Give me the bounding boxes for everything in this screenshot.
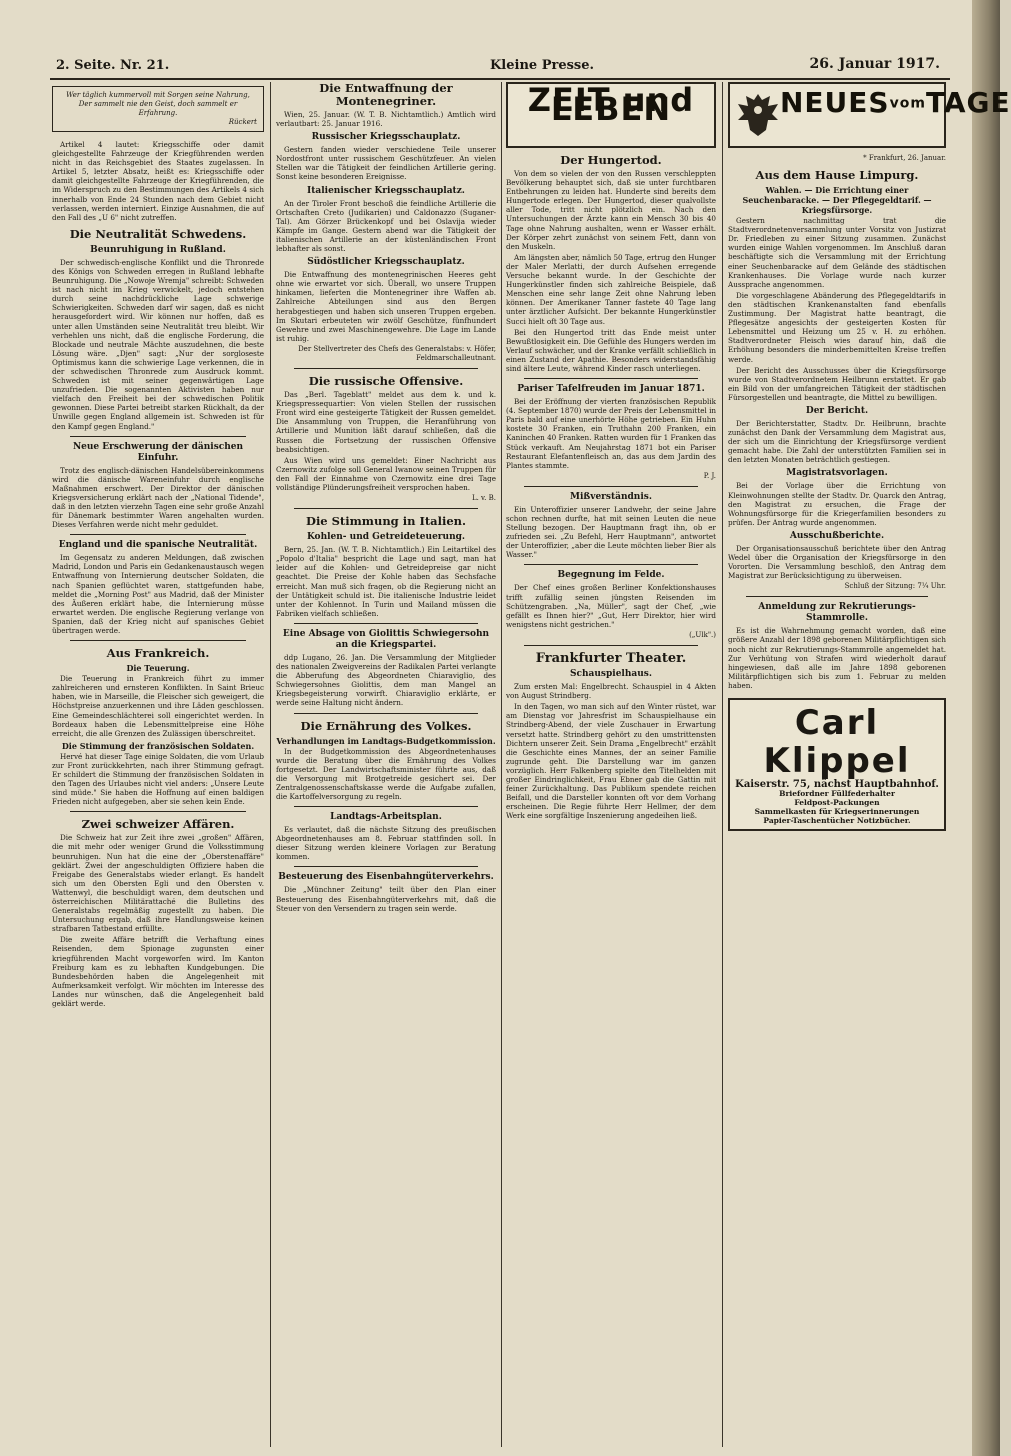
article-text: Bei den Hungertod tritt das Ende meist unter Bewußtlosigkeit ein. Die Gefühle des Hungers werden im Verlauf schwächer, und der Kranke verfällt schließlich in einen Zustand der Apathie. Besonders widerstandsfähig sind ältere Leute, während Kinder rasch unterliegen. [506,327,716,373]
masthead-word: vom [889,95,926,112]
article-text: Zum ersten Mal: Engelbrecht. Schauspiel in 4 Akten von August Strindberg. [506,682,716,701]
motto-author: Rückert [228,118,257,126]
headline: Die Stimmung in Italien. [305,514,467,529]
article-text: Ein Unteroffizier unserer Landwehr, der seine Jahre schon rechnen durfte, hat mit seinen Leuten die neue Stellung bezogen. Der Hauptmann fragt ihn, ob er zufrieden sei. „Zu Befehl, Herr Hauptmann", antwortet der Unteroffizier, „aber die Leute möchten lieber Bier als Wasser." [506,504,716,560]
article-text: Es verlautet, daß die nächste Sitzung des preußischen Abgeordnetenhauses am 8. Februar stattfinden soll. In dieser Sitzung werden kleinere Vorlagen zur Beratung kommen. [276,825,496,862]
article-text: Schluß der Sitzung: 7¼ Uhr. [844,582,946,591]
headline: Anmeldung zur Rekrutierungs-Stammrolle. [758,602,916,624]
article-text: An der Tiroler Front beschoß die feindliche Artillerie die Ortschaften Creto (Judikarien) und Caldonazzo (Suganer-Tal). Am Görzer Brückenkopf und bei Oslavija wieder Kämpfe im Gange. Gestern abend war die Tätigkeit der italienischen Artillerie an der küstenländischen Front lebhafter als sonst. [276,198,496,254]
article-text: Der Organisationsausschuß berichtete über den Antrag Wedel über die Organisation der Kriegsfürsorge in den Vororten. Die Versammlung beschloß, den Antrag dem Magistrat zur Berücksichtigung zu überweisen. [728,543,946,581]
divider [70,436,246,437]
divider [294,866,478,867]
article-text: Im Gegensatz zu anderen Meldungen, daß zwischen Madrid, London und Paris ein Gedankenaustausch wegen Entwaffnung von Internierung deutscher Soldaten, die nach Spanien geflüchtet waren, stattgefunden habe, meldet die „Morning Post" aus Madrid, daß der Minister des Äußeren erklärt habe, die Internierung müsse erwartet werden. Die englische Regierung verlange von Spanien, daß der Krieg nicht auf spanisches Gebiet übertragen werde. [52,553,264,636]
headline: Mißverständnis. [570,491,652,502]
headline: Aus dem Hause Limpurg. [755,168,919,183]
advertisement [728,698,946,831]
ad-address: Kaiserstr. 75, nächst Hauptbahnhof. [735,779,939,791]
article-text: In der Budgetkommission des Abgeordnetenhauses wurde die Beratung über die Ernährung des Volkes fortgesetzt. Der Landwirtschaftsminister führte aus, daß die Versorgung mit Brotgetreide gesichert sei. Der Zentralgenossenschaftskasse werde die Aufgabe zufallen, die Kartoffelversorgung zu regeln. [276,746,496,801]
column-3 [506,82,716,1452]
column-2 [276,82,496,1452]
headline: Zwei schweizer Affären. [81,817,235,832]
divider [294,623,478,624]
signature: L. v. B. [471,494,496,503]
subheadline: Magistratsvorlagen. [786,468,888,479]
article-text: Der Berichterstatter, Stadtv. Dr. Heilbrunn, brachte zunächst den Dank der Versammlung dem Magistrat aus, der sich um die Einrichtung der Kriegsfürsorge verdient gemacht habe. Die Zahl der unterstützten Familien sei in den letzten Monaten beträchtlich gestiegen. [728,418,946,465]
headline: Der Hungertod. [560,153,662,167]
ad-line: Feldpost-Packungen [794,798,880,808]
article-text: Die zweite Affäre betrifft die Verhaftung eines Reisenden, dem Spionage zugunsten einer kriegführenden Macht vorgeworfen wird. Im Kanton Freiburg kam es zu lebhaften Kundgebungen. Die Bundesbehörden haben die Angelegenheit mit Aufmerksamkeit verfolgt. Wir möchten im Interesse des Landes nur wünschen, daß die Angelegenheit bald geklärt werde. [52,935,264,1009]
article-text: Artikel 4 lautet: Kriegsschiffe oder damit gleichgestellte Fahrzeuge der Kriegführenden werden nicht in das Reichsgebiet des Staates zugelassen. In Artikel 5, letzter Absatz, heißt es: Kriegsschiffe oder damit gleichgestellte Fahrzeuge der Kriegführenden, die im Widerspruch zu den Bestimmungen des Artikels 4 sich innerhalb von Ende 24 Stunden nach dem Gebiet nicht verlassen, werden interniert. Einzige Ausnahmen, die auf den Fall des „U 6" nicht zutreffen. [52,140,264,222]
article-text: Gestern nachmittag trat die Stadtverordnetenversammlung unter Vorsitz von Justizrat Dr. Friedleben zu einer Sitzung zusammen. Zunächst wurden einige Wahlen vorgenommen. Im Anschluß daran beschäftigte sich die Versammlung mit der Errichtung einer Seuchenbaracke auf dem Gelände des städtischen Krankenhauses. Die Vorlage wurde nach kurzer Aussprache angenommen. [728,216,946,289]
divider [294,508,478,509]
article-text: Trotz des englisch-dänischen Handelsübereinkommens wird die dänische Wareneinfuhr durch englische Maßnahmen erschwert. Der Direktor der dänischen Kriegsversicherung erklärt nach der „National Tidende", daß in den letzten vierzehn Tagen eine sehr große Anzahl für Dänemark bestimmter Waren angehalten wurden. Dieses Verfahren werde nicht mehr geduldet. [52,465,264,530]
signature: Der Stellvertreter des Chefs des Generalstabs: v. Höfer, Feldmarschalleutnant. [298,344,496,362]
column-4 [728,82,1011,1452]
article-text: Das „Berl. Tageblatt" meldet aus dem k. und k. Kriegspressequartier: Von vielen Stellen der russischen Front wird eine gesteigerte Tätigkeit der Russen gemeldet. Die Ansammlung von Truppen, die Heranführung von Artillerie und Munition läßt darauf schließen, daß die Russen die Fortsetzung der russischen Offensive beabsichtigen. [276,390,496,454]
page-spine [972,0,1000,1456]
article-text: Die „Münchner Zeitung" teilt über den Plan einer Besteuerung des Eisenbahngüterverkehrs mit, daß die Steuer von den Versendern zu tragen sein werde. [276,885,496,913]
divider [70,640,246,641]
subheadline: Beunruhigung in Rußland. [90,244,226,255]
masthead-title: ZEIT und LEBEN [527,81,695,129]
headline: Aus Frankreich. [106,646,210,661]
article-text: Gestern fanden wieder verschiedene Teile unserer Nordostfront unter russischem Geschützfeuer. An vielen Stellen war die Tätigkeit der feindlichen Artillerie gering. Sonst keine besonderen Ereignisse. [276,145,496,182]
dateline: * Frankfurt, 26. Januar. [863,154,946,162]
article-text: Es ist die Wahrnehmung gemacht worden, daß eine größere Anzahl der 1898 geborenen Militärpflichtigen sich noch nicht zur Rekrutierungs-Stammrolle angemeldet hat. Zur Verhütung von Strafen wird wiederholt darauf hingewiesen, daß alle im Jahre 1898 geborenen Militärpflichtigen sich bis zum 1. Februar zu melden haben. [728,626,946,690]
ad-company-name: Carl Klippel [763,703,911,782]
article-text: Aus Wien wird uns gemeldet: Einer Nachricht aus Czernowitz zufolge soll General Iwanow seinen Truppen für den Fall der Einnahme von Czernowitz eine drei Tage vollständige Plünderungsfreiheit versprochen haben. [276,455,496,492]
article-text: Bei der Eröffnung der vierten französischen Republik (4. September 1870) wurde der Preis der Lebensmittel in Paris bald auf eine unerhörte Höhe getrieben. Ein Huhn kostete 30 Franken, ein Truthahn 200 Franken, ein Kaninchen 40 Franken. Ratten wurden für 1 Franken das Stück verkauft. Am Neujahrstag 1871 bot ein Pariser Restaurant Elefantenfleisch an, das aus dem Jardin des Plantes stammte. [506,397,716,470]
subheadline: Russischer Kriegsschauplatz. [311,132,461,143]
headline: Pariser Tafelfreuden im Januar 1871. [517,384,705,395]
eagle-emblem-icon [736,90,780,138]
page-header [50,56,950,80]
neues-vom-tage-masthead [728,82,1011,148]
subheadline: Die Teuerung. [126,663,190,674]
article-text: Der Bericht des Ausschusses über die Kriegsfürsorge wurde von Stadtverordnetem Heilbrunn erstattet. Er gab ein Bild von der umfangreichen Tätigkeit der städtischen Fürsorgestellen und beantragte, die Mittel zu bewilligen. [728,365,946,402]
article-text: Die vorgeschlagene Abänderung des Pflegegeldtarifs in den städtischen Krankenanstalten fand ebenfalls Zustimmung. Der Magistrat hatte beantragt, die Pflegesätze angesichts der gesteigerten Kosten für Lebensmittel und Heizung um 25 v. H. zu erhöhen. Stadtverordneter Fleisch wies darauf hin, daß die Erhöhung besonders die minderbemittelten Kreise treffen werde. [728,290,946,364]
headline: Landtags-Arbeitsplan. [330,812,442,823]
article-text: Der Chef eines großen Berliner Konfektionshauses trifft zufällig seinen jüngsten Reisenden im Schützengraben. „Na, Müller", sagt der Chef, „wie gefällt es Ihnen hier?" „Gut, Herr Direktor, hier wird wenigstens nicht gestrichen." [506,583,716,629]
masthead-title [780,86,1011,119]
article-text: Der schwedisch-englische Konflikt und die Thronrede des Königs von Schweden erregen in Rußland lebhafte Beunruhigung. Die „Nowoje Wremja" schreibt: Schweden ist nach nicht im Krieg verwickelt, jedoch entstehen durch seine nachdrückliche Lage schwerige Schwierigkeiten. Schweden darf wir sagen, daß es nicht herausgefordert wird. Wir können nur hoffen, daß es unter allen Umständen seine Neutralität treu bleibt. Wir verhehlen uns nicht, daß die englische Forderung, die Blockade und neutrale Mächte auszudehnen, die beste Lösung wäre. „Djen" sagt: „Nur der sorgloseste Optimismus kann die schwierige Lage verkennen, die in der schwedischen Thronrede zum Ausdruck kommt. Schweden ist mit seiner gegenwärtigen Lage unzufrieden. Die sogenannten Aktivisten haben nur vielfach den Freiheit bei der schwedischen Politik gewonnen. Diese Partei betreibt starken Rückhalt, da der Unwille gegen England allgemein ist. Schweden ist für den Kampf gegen England." [52,257,264,431]
masthead-word: NEUES [780,86,890,119]
article-text: Die Schweiz hat zur Zeit ihre zwei „großen" Affären, die mit mehr oder weniger Grund die Volksstimmung beunruhigen. Nun hat die eine der „Oberstenaffäre" geklärt. Zwei der angeschuldigten Offiziere haben die Freigabe des Generalstabs wieder erlangt. Es handelt sich um den Obersten Egli und den Obersten v. Wattenwyl, die beschuldigt waren, dem deutschen und österreichischen Militärattaché die Bulletins des Generalstabs regelmäßig zugestellt zu haben. Die Untersuchung ergab, daß ihre Handlungsweise keinen strafbaren Tatbestand erfüllte. [52,833,264,934]
ad-line: Briefordner Füllfederhalter [779,789,895,799]
article-text: Bern, 25. Jan. (W. T. B. Nichtamtlich.) Ein Leitartikel des „Popolo d'Italia" bespricht die Lage und sagt, man hat leider auf die Kohlen- und Getreidepreise gar nicht geachtet. Die Preise der Kohle haben das Sechsfache erreicht. Man muß sich fragen, ob die Regierung nicht an der Untätigkeit schuld ist. Die italienische Industrie leidet unter der Kohlennot. In Turin und Mailand müssen die Fabriken vielfach schließen. [276,545,496,618]
masthead-word: TAGE [925,86,1011,119]
divider [524,564,698,565]
column-divider [722,82,723,1447]
subheadline: Schauspielhaus. [570,669,652,680]
headline: Die russische Offensive. [308,374,464,389]
headline: Begegnung im Felde. [557,570,665,581]
subheadline: Der Bericht. [805,405,869,416]
divider [294,368,478,369]
subheadline: Verhandlungen im Landtags-Budgetkommission. [276,735,496,746]
divider [70,811,246,812]
zeit-und-leben-masthead [506,82,716,148]
ad-line: Papier-Taschentücher Notizbücher. [763,816,911,826]
headline: Die Entwaffnung der Montenegriner. [319,81,453,108]
divider [524,486,698,487]
motto-box [52,86,264,132]
page-number: 2. Seite. Nr. 21. [56,58,170,73]
subheadline: Südöstlicher Kriegsschauplatz. [307,257,465,268]
newspaper-title: Kleine Presse. [490,58,595,73]
article-text: Am längsten aber, nämlich 50 Tage, ertrug den Hunger der Maler Merlatti, der durch Aufsehen erregende Versuche bekannt wurde. In der Geschichte der Hungerkünstler finden sich zahlreiche Beispiele, daß Menschen eine sehr lange Zeit ohne Nahrung leben können. Der Amerikaner Tanner fastete 40 Tage lang unter ärztlicher Aufsicht. Der bekannte Hungerkünstler Succi hielt oft 30 Tage aus. [506,252,716,326]
column-divider [270,82,271,1447]
headline: Die Ernährung des Volkes. [300,718,472,733]
headline: Besteuerung des Eisenbahngüterverkehrs. [278,872,494,883]
signature: P. J. [703,471,716,480]
article-text: ddp Lugano, 26. Jan. Die Versammlung der Mitglieder des nationalen Zweigvereins der Radikalen Partei verlangte die Abberufung des Abgeordneten Chiaraviglio, des Schwiegersohnes Giolittis, dem man Mangel an Kriegsbegeisterung vorwirft. Chiaraviglio erklärte, er werde seine Haltung nicht ändern. [276,652,496,708]
subheadline: Italienischer Kriegsschauplatz. [307,185,465,196]
divider [294,806,478,807]
column-divider [501,82,502,1447]
column-1 [52,82,264,1452]
article-text: Hervé hat dieser Tage einige Soldaten, die vom Urlaub zur Front zurückkehrten, nach ihrer Stimmung gefragt. Er schildert die Stimmung der französischen Soldaten in den Tagen des Urlaubes nicht viel anders: „Unsere Leute sind müde." Sie haben die Hoffnung auf einen baldigen Frieden nicht aufgegeben, aber sie sehen kein Ende. [52,751,264,807]
article-text: Die Teuerung in Frankreich führt zu immer zahlreicheren und ernsteren Konflikten. In Saint Brieuc haben, wie in Marseille, die Fleischer sich geweigert, die Höchstpreise anzuerkennen und ihre Läden geschlossen. Eine Gemeindeschlächterei soll eingerichtet werden. In Bordeaux haben die Lebensmittelpreise eine Höhe erreicht, die alle Grenzen des Zulässigen überschreitet. [52,674,264,738]
motto-text: Wer täglich kummervoll mit Sorgen seine Nahrung, Der sammelt nie den Geist, doch sammelt er Erfahrung. [66,91,250,117]
divider [524,378,698,379]
headline: Die Neutralität Schwedens. [69,226,247,241]
signature: („Ulk".) [689,630,716,639]
subheadline: Ausschußberichte. [789,530,885,541]
divider [294,713,478,714]
divider [524,645,698,646]
headline: England und die spanische Neutralität. [58,540,258,551]
article-text: Die Entwaffnung des montenegrinischen Heeres geht ohne wie erwartet vor sich. Überall, wo unsere Truppen hinkamen, lieferten die Montenegriner ihre Waffen ab. Zahlreiche Abteilungen sind aus den Bergen herabgestiegen und haben sich unseren Truppen ergeben. Im Skutari erbeuteten wir zwölf Geschütze, fünfhundert Gewehre und zwei Maschinengewehre. Die Lage im Lande ist ruhig. [276,270,496,343]
article-text: In den Tagen, wo man sich auf den Winter rüstet, war am Dienstag vor Jahresfrist im Schauspielhause ein Strindberg-Abend, der viele Zuschauer in Erwartung versetzt hatte. Strindberg gehört zu den umstrittensten Dichtern unserer Zeit. Sein Drama „Engelbrecht" erzählt die Geschichte eines Mannes, der an seiner Familie zugrunde geht. Die Darstellung war im ganzen vorzüglich. Herr Falkenberg spielte den Titelhelden mit großer Eindringlichkeit, Frau Ebner gab die Gattin mit feiner Zurückhaltung. Das Publikum spendete reichen Beifall, und die Darsteller konnten oft vor dem Vorhang erscheinen. Die Regie führte Herr Hellmer, der dem Werk eine sorgfältige Inszenierung angedeihen ließ. [506,702,716,821]
headline: Frankfurter Theater. [535,651,687,667]
ad-line: Sammelkasten für Kriegserinnerungen [754,807,920,817]
subheadline: Kohlen- und Getreideteuerung. [306,532,466,543]
headline: Eine Absage von Giolittis Schwiegersohn an die Kriegspartei. [282,628,490,650]
article-text: Bei der Vorlage über die Errichtung von Kleinwohnungen stellte der Stadtv. Dr. Quarck den Antrag, den Magistrat zu ersuchen, die Frage der Wohnungsfürsorge für die Kriegerfamilien besonders zu prüfen. Der Antrag wurde angenommen. [728,481,946,527]
issue-date: 26. Januar 1917. [809,56,940,72]
article-text: Von dem so vielen der von den Russen verschleppten Bevölkerung behauptet sich, daß sie unter furchtbaren Entbehrungen zu leiden hat. Hunderte sind bereits dem Hungertode erlegen. Der Hungertod, dieser qualvollste aller Tode, tritt nicht plötzlich ein. Nach den Untersuchungen der Ärzte kann ein Mensch 30 bis 40 Tage ohne Nahrung aushalten, wenn er Wasser erhält. Der Körper zehrt zunächst von seinem Fett, dann von den Muskeln. [506,169,716,251]
divider [746,596,928,597]
headline: Neue Erschwerung der dänischen Einfuhr. [72,441,244,463]
article-text: Wien, 25. Januar. (W. T. B. Nichtamtlich.) Amtlich wird verlautbart: 25. Januar 1916. [276,110,496,129]
divider [70,534,246,535]
subheadline: Die Stimmung der französischen Soldaten. [61,740,255,751]
subheadline: Wahlen. — Die Errichtung einer Seuchenbaracke. — Der Pflegegeldtarif. — Kriegsfürsorge. [742,185,932,216]
